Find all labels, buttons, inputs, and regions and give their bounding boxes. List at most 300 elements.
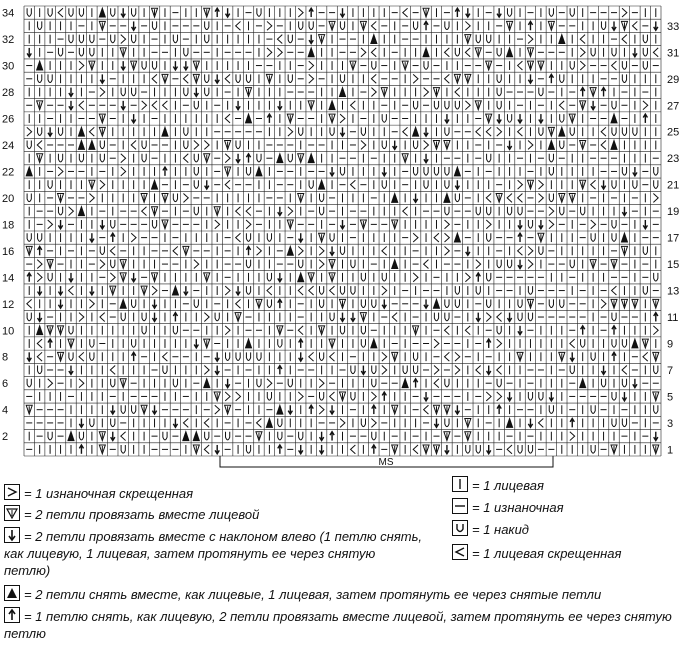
stitch-k3tog_right — [581, 326, 585, 335]
legend-purl: = 1 изнаночная — [452, 498, 564, 516]
stitch-twisted_knit — [183, 154, 188, 163]
stitch-ssk — [132, 21, 136, 30]
stitch-twisted_purl — [267, 21, 272, 30]
stitch-k2tog — [152, 8, 158, 17]
stitch-ssk — [424, 127, 428, 136]
stitch-k3tog_right — [299, 339, 303, 348]
stitch-yo — [497, 48, 501, 56]
stitch-yo — [455, 299, 459, 307]
stitch-twisted_knit — [601, 127, 606, 136]
stitch-yo — [581, 207, 585, 215]
legend-k2tog: = 2 петли провязать вместе лицевой — [4, 505, 259, 523]
stitch-k3tog_right — [278, 366, 282, 375]
stitch-yo — [215, 313, 219, 321]
stitch-ssk — [236, 286, 240, 295]
stitch-twisted_purl — [528, 141, 533, 150]
stitch-ssk — [455, 405, 459, 414]
stitch-yo — [643, 61, 647, 69]
stitch-k2tog — [120, 48, 126, 57]
stitch-yo — [372, 61, 376, 69]
row-label-right: 9 — [667, 338, 674, 351]
stitch-yo — [497, 326, 501, 334]
repeat-label: MS — [378, 457, 394, 468]
stitch-k2tog — [486, 61, 492, 70]
stitch-twisted_knit — [455, 88, 460, 97]
stitch-k2tog — [141, 405, 147, 414]
stitch-twisted_purl — [58, 167, 63, 176]
stitch-twisted_knit — [371, 48, 376, 57]
stitch-ssk — [194, 88, 198, 97]
stitch-twisted_knit — [351, 445, 356, 454]
stitch-yo — [100, 141, 104, 149]
stitch-k2tog — [527, 180, 533, 189]
legend-knit: = 1 лицевая — [452, 476, 544, 494]
stitch-ssk — [278, 273, 282, 282]
stitch-k2tog — [580, 180, 586, 189]
stitch-yo — [205, 35, 209, 43]
stitch-yo — [445, 101, 449, 109]
stitch-twisted_purl — [361, 141, 366, 150]
stitch-ssk — [622, 207, 626, 216]
stitch-twisted_purl — [100, 260, 105, 269]
stitch-k2tog — [99, 432, 105, 441]
stitch-yo — [79, 154, 83, 162]
stitch-yo — [549, 167, 553, 175]
stitch-yo — [27, 379, 31, 387]
stitch-ssk — [236, 154, 240, 163]
stitch-k2tog — [465, 432, 471, 441]
row-label-right: 29 — [667, 73, 680, 86]
stitch-yo — [528, 220, 532, 228]
stitch-k2tog — [527, 48, 533, 57]
stitch-k2tog — [287, 114, 293, 123]
stitch-ssk — [340, 8, 344, 17]
stitch-twisted_knit — [497, 313, 502, 322]
stitch-yo — [246, 286, 250, 294]
stitch-twisted_knit — [445, 48, 450, 57]
stitch-yo — [90, 48, 94, 56]
stitch-twisted_knit — [225, 114, 230, 123]
stitch-k3tog_right — [48, 339, 52, 348]
stitch-twisted_knit — [486, 193, 491, 202]
stitch-twisted_purl — [48, 379, 53, 388]
stitch-twisted_knit — [507, 193, 512, 202]
stitch-yo — [455, 286, 459, 294]
stitch-twisted_knit — [518, 127, 523, 136]
stitch-k2tog — [120, 260, 126, 269]
stitch-yo — [38, 21, 42, 29]
stitch-k3tog_right — [518, 233, 522, 242]
stitch-yo — [591, 405, 595, 413]
stitch-yo — [487, 273, 491, 281]
stitch-ssk — [236, 101, 240, 110]
stitch-yo — [528, 313, 532, 321]
stitch-yo — [445, 379, 449, 387]
stitch-ssk — [507, 392, 511, 401]
stitch-yo — [278, 432, 282, 440]
stitch-twisted_purl — [288, 127, 293, 136]
stitch-k2tog — [329, 21, 335, 30]
stitch-yo — [194, 180, 198, 188]
stitch-yo — [507, 114, 511, 122]
stitch-yo — [319, 286, 323, 294]
stitch-yo — [111, 260, 115, 268]
stitch-k3tog_right — [173, 313, 177, 322]
stitch-twisted_knit — [27, 299, 32, 308]
stitch-k3tog_right — [215, 8, 219, 17]
stitch-twisted_knit — [632, 21, 637, 30]
stitch-yo — [560, 207, 564, 215]
stitch-s1k2psso — [580, 379, 586, 388]
stitch-s1k2psso — [99, 8, 105, 17]
stitch-yo — [121, 313, 125, 321]
stitch-k2tog — [329, 260, 335, 269]
stitch-twisted_knit — [110, 246, 115, 255]
stitch-twisted_knit — [538, 418, 543, 427]
stitch-twisted_knit — [236, 233, 241, 242]
stitch-yo — [194, 167, 198, 175]
stitch-yo — [79, 432, 83, 440]
stitch-k2tog — [642, 339, 648, 348]
stitch-k2tog — [256, 299, 262, 308]
stitch-ssk — [622, 392, 626, 401]
stitch-twisted_knit — [236, 207, 241, 216]
stitch-twisted_purl — [89, 193, 94, 202]
stitch-yo — [205, 74, 209, 82]
stitch-ssk — [330, 246, 334, 255]
stitch-yo — [278, 418, 282, 426]
stitch-s1k2psso — [559, 35, 565, 44]
stitch-k3tog_right — [246, 154, 250, 163]
stitch-yo — [257, 8, 261, 16]
stitch-yo — [528, 392, 532, 400]
stitch-k3tog_right — [372, 445, 376, 454]
stitch-s1k2psso — [454, 233, 460, 242]
stitch-ssk — [413, 193, 417, 202]
stitch-yo — [236, 74, 240, 82]
row-label-left: 4 — [2, 404, 9, 417]
stitch-k2tog — [193, 445, 199, 454]
stitch-twisted_knit — [371, 74, 376, 83]
stitch-ssk — [90, 286, 94, 295]
stitch-yo — [654, 167, 658, 175]
stitch-twisted_knit — [612, 286, 617, 295]
stitch-yo — [413, 101, 417, 109]
stitch-k2tog — [287, 220, 293, 229]
stitch-k2tog — [392, 405, 398, 414]
stitch-yo — [424, 61, 428, 69]
stitch-twisted_purl — [100, 180, 105, 189]
stitch-k2tog — [26, 246, 32, 255]
row-label-right: 5 — [667, 391, 674, 404]
stitch-twisted_purl — [267, 379, 272, 388]
stitch-s1k2psso — [559, 127, 565, 136]
stitch-twisted_purl — [371, 418, 376, 427]
row-label-right: 23 — [667, 153, 680, 166]
row-label-right: 17 — [667, 232, 680, 245]
row-label-left: 30 — [2, 60, 15, 73]
stitch-k2tog — [277, 326, 283, 335]
stitch-twisted_knit — [601, 141, 606, 150]
stitch-s1k2psso — [26, 167, 32, 176]
stitch-s1k2psso — [193, 432, 199, 441]
stitch-ssk — [654, 21, 658, 30]
stitch-yo — [560, 141, 564, 149]
stitch-s1k2psso — [120, 299, 126, 308]
stitch-yo — [27, 141, 31, 149]
stitch-k2tog — [621, 246, 627, 255]
stitch-yo — [319, 207, 323, 215]
stitch-k2tog — [590, 260, 596, 269]
stitch-ssk — [340, 220, 344, 229]
stitch-yo — [654, 273, 658, 281]
stitch-yo — [246, 445, 250, 453]
stitch-twisted_knit — [309, 352, 314, 361]
stitch-yo — [163, 366, 167, 374]
stitch-twisted_purl — [549, 220, 554, 229]
stitch-k2tog — [392, 220, 398, 229]
stitch-twisted_knit — [257, 418, 262, 427]
stitch-twisted_purl — [131, 233, 136, 242]
stitch-yo — [549, 154, 553, 162]
stitch-k3tog_right — [382, 392, 386, 401]
stitch-yo — [184, 88, 188, 96]
stitch-twisted_purl — [110, 273, 115, 282]
stitch-yo — [487, 35, 491, 43]
stitch-twisted_purl — [371, 392, 376, 401]
stitch-twisted_knit — [382, 246, 387, 255]
stitch-yo — [507, 8, 511, 16]
stitch-twisted_purl — [424, 141, 429, 150]
stitch-yo — [612, 127, 616, 135]
row-label-left: 24 — [2, 139, 15, 152]
stitch-yo — [246, 74, 250, 82]
stitch-yo — [288, 35, 292, 43]
stitch-twisted_purl — [142, 101, 147, 110]
stitch-yo — [382, 114, 386, 122]
stitch-twisted_purl — [204, 141, 209, 150]
stitch-k2tog — [245, 88, 251, 97]
stitch-k2tog — [204, 8, 210, 17]
stitch-yo — [90, 352, 94, 360]
stitch-twisted_purl — [257, 246, 262, 255]
stitch-s1k2psso — [266, 418, 272, 427]
stitch-s1k2psso — [78, 127, 84, 136]
stitch-yo — [612, 233, 616, 241]
stitch-twisted_knit — [476, 127, 481, 136]
stitch-yo — [549, 193, 553, 201]
row-label-left: 2 — [2, 431, 9, 444]
stitch-yo — [330, 313, 334, 321]
stitch-twisted_purl — [382, 366, 387, 375]
stitch-k2tog — [58, 352, 64, 361]
stitch-twisted_knit — [236, 21, 241, 30]
stitch-twisted_purl — [225, 286, 230, 295]
stitch-yo — [27, 193, 31, 201]
stitch-twisted_purl — [413, 233, 418, 242]
stitch-twisted_knit — [392, 313, 397, 322]
stitch-yo — [445, 21, 449, 29]
stitch-ssk — [539, 114, 543, 123]
stitch-yo — [570, 260, 574, 268]
stitch-yo — [560, 299, 564, 307]
stitch-twisted_knit — [142, 207, 147, 216]
stitch-yo — [570, 366, 574, 374]
stitch-yo — [111, 379, 115, 387]
stitch-s1k2psso — [507, 418, 513, 427]
stitch-yo — [445, 127, 449, 135]
stitch-k2tog — [559, 352, 565, 361]
stitch-k2tog — [319, 35, 325, 44]
stitch-k2tog — [496, 193, 502, 202]
stitch-twisted_purl — [434, 366, 439, 375]
stitch-k2tog — [47, 260, 53, 269]
stitch-k2tog — [465, 74, 471, 83]
stitch-yo — [100, 246, 104, 254]
stitch-k2tog — [580, 101, 586, 110]
stitch-yo — [111, 8, 115, 16]
stitch-ssk — [27, 352, 31, 361]
stitch-s1k2psso — [162, 127, 168, 136]
stitch-twisted_knit — [131, 141, 136, 150]
stitch-ssk — [215, 352, 219, 361]
stitch-ssk — [330, 405, 334, 414]
stitch-ssk — [340, 313, 344, 322]
stitch-yo — [38, 74, 42, 82]
stitch-k2tog — [475, 101, 481, 110]
stitch-twisted_purl — [497, 392, 502, 401]
stitch-yo — [340, 286, 344, 294]
stitch-k2tog — [653, 352, 659, 361]
stitch-twisted_knit — [570, 339, 575, 348]
stitch-yo — [549, 8, 553, 16]
stitch-yo — [549, 405, 553, 413]
stitch-yo — [413, 366, 417, 374]
stitch-twisted_knit — [69, 286, 74, 295]
stitch-twisted_knit — [330, 392, 335, 401]
stitch-yo — [622, 379, 626, 387]
stitch-s1k2psso — [89, 141, 95, 150]
stitch-twisted_knit — [434, 233, 439, 242]
stitch-twisted_purl — [497, 339, 502, 348]
stitch-s1k2psso — [37, 326, 43, 335]
stitch-yo — [445, 299, 449, 307]
stitch-ssk — [340, 127, 344, 136]
stitch-yo — [267, 233, 271, 241]
stitch-twisted_purl — [319, 405, 324, 414]
stitch-ssk — [111, 432, 115, 441]
yo-icon — [452, 520, 468, 536]
stitch-twisted_knit — [277, 35, 282, 44]
stitch-twisted_knit — [225, 74, 230, 83]
stitch-yo — [612, 313, 616, 321]
stitch-twisted_knit — [445, 74, 450, 83]
stitch-yo — [257, 154, 261, 162]
stitch-twisted_purl — [445, 220, 450, 229]
stitch-twisted_purl — [361, 48, 366, 57]
stitch-yo — [246, 260, 250, 268]
legend-ssk: = 2 петли провязать вместе с наклоном влево (1 петлю снять, как лицевую, 1 лицевая, затем протянуть ее через снятую петлю) — [4, 529, 423, 578]
stitch-k2tog — [141, 286, 147, 295]
stitch-yo — [111, 35, 115, 43]
stitch-k2tog — [423, 8, 429, 17]
stitch-yo — [612, 101, 616, 109]
stitch-twisted_purl — [455, 352, 460, 361]
stitch-twisted_knit — [465, 326, 470, 335]
stitch-s1k2psso — [319, 180, 325, 189]
stitch-yo — [654, 180, 658, 188]
stitch-ssk — [48, 127, 52, 136]
stitch-twisted_knit — [580, 35, 585, 44]
stitch-twisted_knit — [183, 74, 188, 83]
stitch-k2tog — [454, 74, 460, 83]
stitch-k2tog — [433, 88, 439, 97]
stitch-ssk — [299, 445, 303, 454]
stitch-twisted_purl — [465, 101, 470, 110]
stitch-yo — [487, 154, 491, 162]
stitch-s1k2psso — [68, 432, 74, 441]
stitch-yo — [382, 141, 386, 149]
stitch-twisted_knit — [622, 366, 627, 375]
legend-sk2p: = 1 петлю снять, как лицевую, 2 петли провязать вместе лицевой, затем протянуть ее через снятую петлю — [4, 609, 672, 641]
stitch-twisted_knit — [518, 193, 523, 202]
row-label-right: 25 — [667, 126, 680, 139]
stitch-ssk — [528, 418, 532, 427]
row-label-right: 3 — [667, 417, 674, 430]
stitch-yo — [48, 8, 52, 16]
stitch-twisted_purl — [591, 220, 596, 229]
stitch-twisted_knit — [163, 352, 168, 361]
stitch-ssk — [518, 326, 522, 335]
stitch-yo — [257, 352, 261, 360]
stitch-k2tog — [548, 127, 554, 136]
stitch-yo — [413, 167, 417, 175]
stitch-s1k2psso — [78, 141, 84, 150]
stitch-twisted_purl — [622, 8, 627, 17]
stitch-yo — [372, 432, 376, 440]
stitch-twisted_purl — [653, 193, 658, 202]
stitch-twisted_purl — [298, 8, 303, 17]
stitch-yo — [455, 101, 459, 109]
stitch-twisted_knit — [309, 286, 314, 295]
stitch-k2tog — [569, 193, 575, 202]
stitch-twisted_purl — [309, 74, 314, 83]
stitch-ssk — [466, 8, 470, 17]
stitch-s1k2psso — [507, 48, 513, 57]
stitch-k2tog — [329, 339, 335, 348]
stitch-twisted_purl — [413, 74, 418, 83]
stitch-yo — [142, 141, 146, 149]
stitch-yo — [643, 35, 647, 43]
stitch-ssk — [226, 379, 230, 388]
stitch-yo — [288, 154, 292, 162]
legend-s2k1p: = 2 петли снять вместе, как лицевые, 1 лицевая, затем протянуть ее через снятые петли — [4, 585, 601, 603]
stitch-yo — [612, 220, 616, 228]
stitch-k2tog — [99, 127, 105, 136]
stitch-twisted_knit — [152, 101, 157, 110]
stitch-k2tog — [527, 61, 533, 70]
stitch-yo — [69, 8, 73, 16]
stitch-ssk — [194, 339, 198, 348]
stitch-s1k2psso — [632, 339, 638, 348]
stitch-twisted_purl — [445, 233, 450, 242]
stitch-k2tog — [266, 74, 272, 83]
row-label-right: 13 — [667, 285, 680, 298]
stitch-twisted_purl — [277, 48, 282, 57]
stitch-yo — [132, 35, 136, 43]
stitch-yo — [319, 392, 323, 400]
stitch-k3tog_right — [278, 445, 282, 454]
